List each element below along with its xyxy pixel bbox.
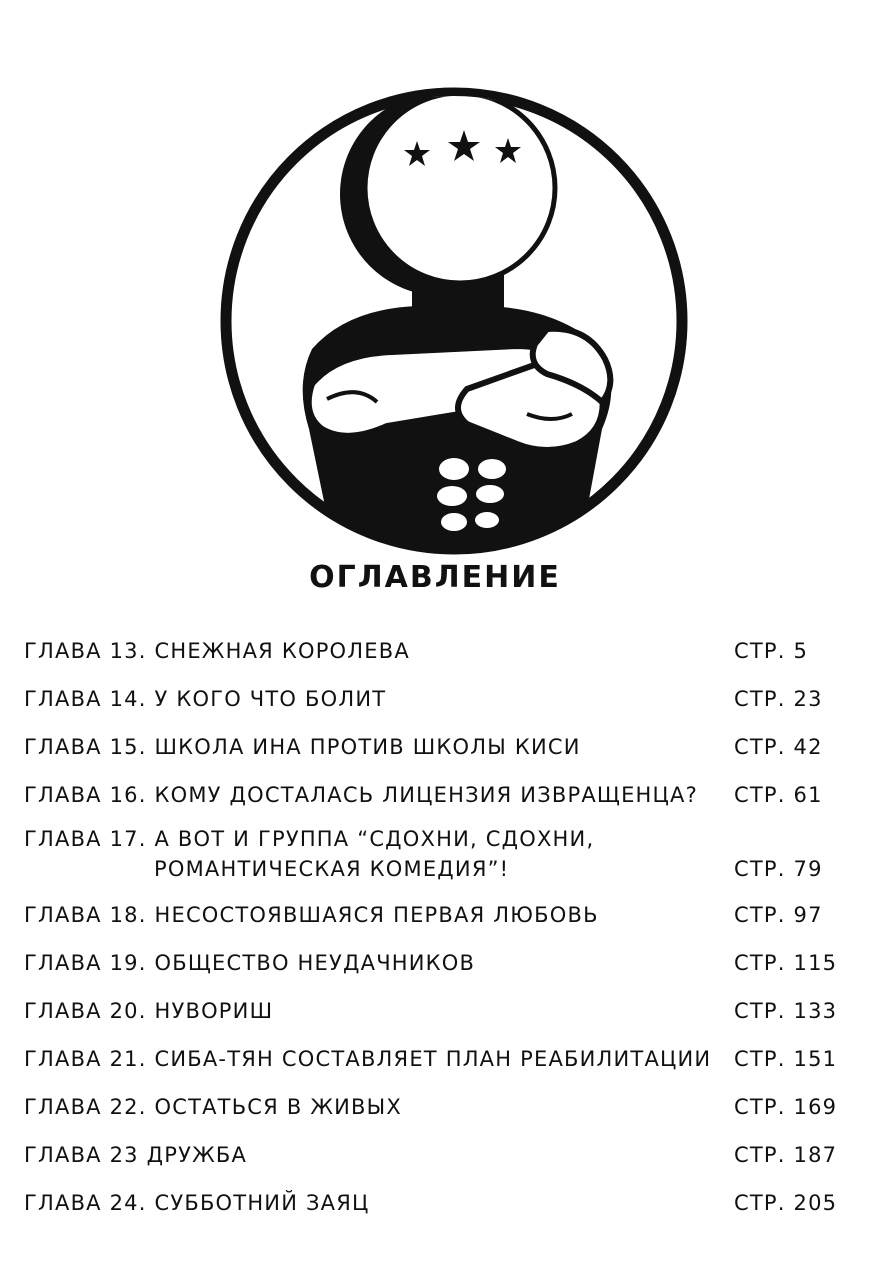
chapter-title: ГЛАВА 24. СУББОТНИЙ ЗАЯЦ [24,1191,370,1215]
emblem [217,84,691,558]
toc-row [24,1088,854,1126]
chapter-title: ГЛАВА 13. СНЕЖНАЯ КОРОЛЕВА [24,639,410,663]
crossed-arms-figure-with-three-stars-icon [217,84,691,558]
chapter-title: ГЛАВА 14. У КОГО ЧТО БОЛИТ [24,687,387,711]
toc-row [24,680,854,718]
toc-row [24,728,854,766]
toc-row [24,944,854,982]
page-number: СТР. 133 [734,999,838,1023]
toc-row [24,776,854,814]
page-number: СТР. 169 [734,1095,838,1119]
chapter-title: ГЛАВА 15. ШКОЛА ИНА ПРОТИВ ШКОЛЫ КИСИ [24,735,581,759]
chapter-title: ГЛАВА 23 ДРУЖБА [24,1143,248,1167]
page-number: СТР. 187 [734,1143,838,1167]
chapter-title: ГЛАВА 20. НУВОРИШ [24,999,274,1023]
page-number: СТР. 42 [734,735,823,759]
page-number: СТР. 205 [734,1191,838,1215]
toc-row [24,1040,854,1078]
chapter-title: ГЛАВА 17. А ВОТ И ГРУППА “СДОХНИ, СДОХНИ, [24,827,595,851]
chapter-title: ГЛАВА 16. КОМУ ДОСТАЛАСЬ ЛИЦЕНЗИЯ ИЗВРАЩЕНЦА? [24,783,698,807]
toc-row [24,1184,854,1222]
toc-row [24,896,854,934]
chapter-title-continued: РОМАНТИЧЕСКАЯ КОМЕДИЯ”! [154,857,510,881]
chapter-title: ГЛАВА 18. НЕСОСТОЯВШАЯСЯ ПЕРВАЯ ЛЮБОВЬ [24,903,599,927]
page-number: СТР. 151 [734,1047,838,1071]
toc-row [24,992,854,1030]
toc-row [24,1136,854,1174]
toc-row [24,632,854,670]
page-number: СТР. 115 [734,951,838,975]
chapter-title: ГЛАВА 21. СИБА-ТЯН СОСТАВЛЯЕТ ПЛАН РЕАБИЛИТАЦИИ [24,1047,712,1071]
page-number: СТР. 79 [734,857,823,881]
page-number: СТР. 5 [734,639,809,663]
page-number: СТР. 61 [734,783,823,807]
chapter-title: ГЛАВА 19. ОБЩЕСТВО НЕУДАЧНИКОВ [24,951,476,975]
page-number: СТР. 23 [734,687,823,711]
page-title: ОГЛАВЛЕНИЕ [309,560,561,595]
page-number: СТР. 97 [734,903,823,927]
toc-row [24,824,854,884]
table-of-contents [24,632,854,1232]
chapter-title: ГЛАВА 22. ОСТАТЬСЯ В ЖИВЫХ [24,1095,402,1119]
